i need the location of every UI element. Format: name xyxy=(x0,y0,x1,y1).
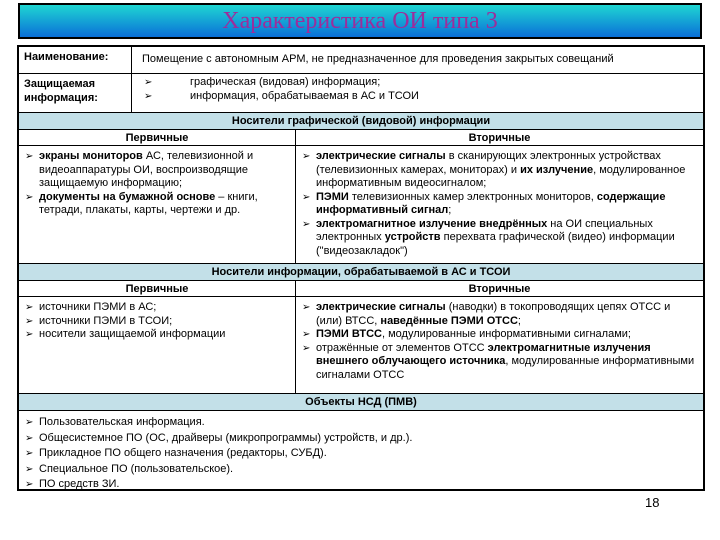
list-item-text: Общесистемное ПО (ОС, драйверы (микропрограммы) устройств, и др.). xyxy=(39,431,413,444)
page-number: 18 xyxy=(645,495,660,510)
arrow-bullet-icon: ➢ xyxy=(302,302,311,313)
list-item-text: Прикладное ПО общего назначения (редакторы, СУБД). xyxy=(39,447,327,459)
primary-cell-processed xyxy=(19,297,296,393)
column-header-primary: Первичные xyxy=(19,281,296,296)
list-item-text: документы на бумажной основе – книги, тетради, плакаты, карты, чертежи и др. xyxy=(39,190,258,216)
secondary-list-graphic xyxy=(302,150,699,258)
protected-info-label: Защищаемая информация: xyxy=(19,74,132,112)
list-item-text: отражённые от элементов ОТСС электромагнитные излучения внешнего облучающего источника, модулированные информативными сигналами ОТСС xyxy=(316,341,695,381)
list-item-text: графическая (видовая) информация; xyxy=(190,76,381,88)
protected-info-value xyxy=(132,74,703,112)
list-item-text: источники ПЭМИ в АС; xyxy=(39,301,157,313)
arrow-bullet-icon: ➢ xyxy=(25,417,34,428)
subheader-row-processed xyxy=(19,280,703,296)
protected-info-row xyxy=(19,73,703,112)
list-item-text: источники ПЭМИ в ТСОИ; xyxy=(39,314,173,327)
arrow-bullet-icon: ➢ xyxy=(25,479,34,490)
list-item xyxy=(302,191,699,218)
nsd-objects-cell xyxy=(19,411,703,489)
secondary-cell-graphic xyxy=(296,146,703,263)
list-item-text: Пользовательская информация. xyxy=(39,416,205,428)
column-header-secondary: Вторичные xyxy=(468,131,531,144)
list-item-text: Специальное ПО (пользовательское). xyxy=(39,462,234,475)
arrow-bullet-icon: ➢ xyxy=(302,218,311,230)
arrow-bullet-icon: ➢ xyxy=(25,315,34,327)
list-item xyxy=(25,431,699,447)
secondary-cell-processed xyxy=(296,297,703,393)
list-item xyxy=(302,328,699,342)
list-item-text: ПЭМИ телевизионных камер электронных мониторов, содержащие информативный сигнал; xyxy=(316,190,666,216)
name-label: Наименование: xyxy=(19,47,132,73)
list-item xyxy=(25,150,291,191)
list-item xyxy=(302,218,699,259)
list-item xyxy=(25,315,291,329)
subheader-row-graphic xyxy=(19,129,703,145)
list-item xyxy=(302,301,699,328)
list-item-text: электромагнитное излучение внедрённых на ОИ специальных электронных устройств перехвата графической (видео) информации ("видеозакладок") xyxy=(316,217,675,257)
arrow-bullet-icon: ➢ xyxy=(25,448,34,459)
list-item xyxy=(302,342,699,383)
arrow-bullet-icon: ➢ xyxy=(25,191,34,203)
characteristics-table xyxy=(17,45,705,491)
content-row-nsd xyxy=(19,410,703,489)
list-item xyxy=(25,191,291,218)
primary-list-graphic xyxy=(25,150,291,218)
arrow-bullet-icon: ➢ xyxy=(25,151,34,162)
section-header-processed-media xyxy=(19,263,703,280)
list-item xyxy=(25,446,699,462)
list-item xyxy=(25,477,699,493)
arrow-bullet-icon: ➢ xyxy=(25,463,34,475)
arrow-bullet-icon: ➢ xyxy=(144,77,153,88)
protected-info-list xyxy=(142,76,699,103)
list-item xyxy=(25,328,291,342)
list-item xyxy=(25,415,699,431)
list-item-text: ПО средств ЗИ. xyxy=(39,478,120,490)
secondary-list-processed xyxy=(302,301,699,382)
nsd-objects-list xyxy=(25,415,699,493)
arrow-bullet-icon: ➢ xyxy=(25,432,34,444)
list-item-text: носители защищаемой информации xyxy=(39,328,226,340)
list-item-text: информация, обрабатываемая в АС и ТСОИ xyxy=(190,89,419,102)
section-header-label: Носители информации, обрабатываемой в АС и ТСОИ xyxy=(211,266,511,278)
arrow-bullet-icon: ➢ xyxy=(302,191,311,203)
list-item-text: экраны мониторов АС, телевизионной и видеоаппаратуры ОИ, воспроизводящие защищаемую информацию; xyxy=(39,150,254,189)
content-row-graphic xyxy=(19,145,703,263)
list-item xyxy=(25,462,699,478)
arrow-bullet-icon: ➢ xyxy=(25,302,34,313)
list-item-text: электрические сигналы (наводки) в токопроводящих цепях ОТСС и (или) ВТСС, наведённые ПЭМИ ОТСС; xyxy=(316,301,671,327)
arrow-bullet-icon: ➢ xyxy=(302,151,311,162)
arrow-bullet-icon: ➢ xyxy=(144,90,153,102)
list-item xyxy=(302,150,699,191)
primary-cell-graphic xyxy=(19,146,296,263)
section-header-graphic-media xyxy=(19,112,703,129)
section-header-label: Объекты НСД (ПМВ) xyxy=(305,396,417,408)
name-value: Помещение с автономным АРМ, не предназначенное для проведения закрытых совещаний xyxy=(142,53,614,66)
title-banner xyxy=(18,3,702,39)
list-item xyxy=(142,76,699,90)
arrow-bullet-icon: ➢ xyxy=(302,329,311,340)
section-header-nsd-objects xyxy=(19,393,703,410)
arrow-bullet-icon: ➢ xyxy=(302,342,311,354)
list-item-text: электрические сигналы в сканирующих электронных устройствах (телевизионных камерах, мониторах) и их излучение, модулированное информативным видеосигналом; xyxy=(316,150,686,189)
column-header-primary: Первичные xyxy=(19,130,296,145)
column-header-secondary: Вторичные xyxy=(468,282,531,295)
list-item-text: ПЭМИ ВТСС, модулированные информативными сигналами; xyxy=(316,328,631,340)
list-item xyxy=(142,90,699,104)
arrow-bullet-icon: ➢ xyxy=(25,329,34,340)
content-row-processed xyxy=(19,296,703,393)
slide-title: Характеристика ОИ типа 3 xyxy=(222,8,498,34)
name-row xyxy=(19,47,703,73)
list-item xyxy=(25,301,291,315)
primary-list-processed xyxy=(25,301,291,342)
section-header-label: Носители графической (видовой) информации xyxy=(231,115,491,127)
